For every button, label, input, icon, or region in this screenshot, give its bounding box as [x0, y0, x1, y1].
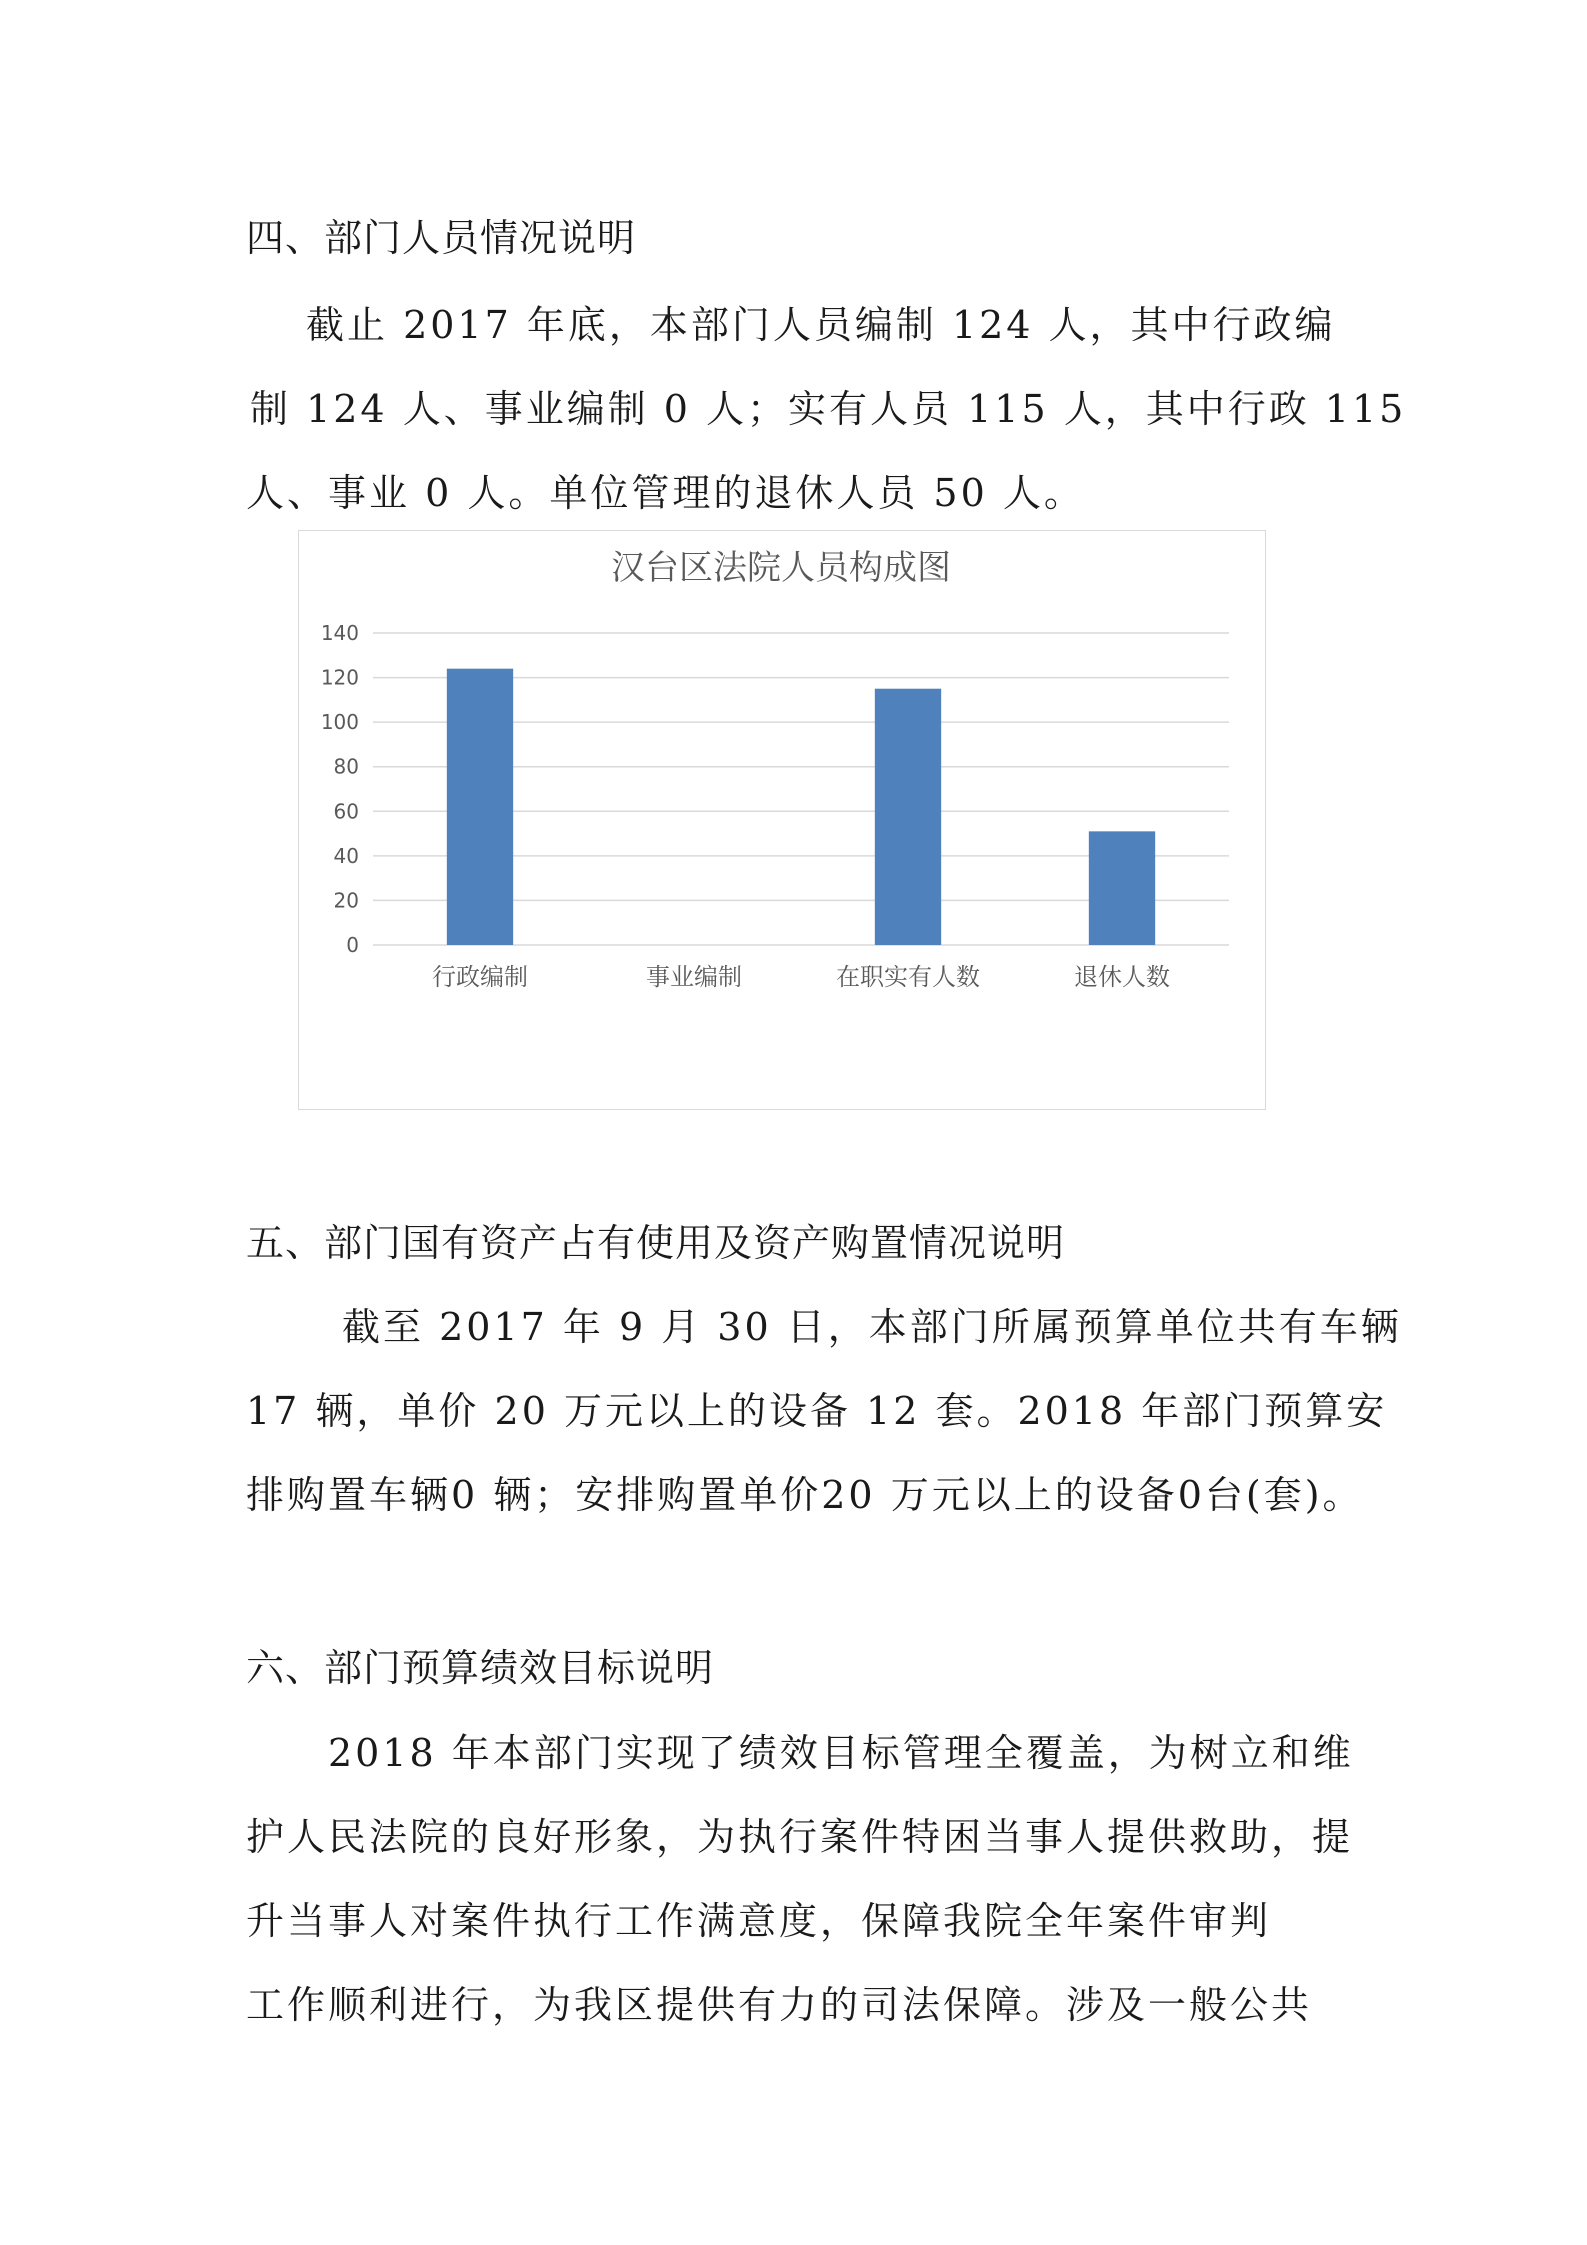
x-category-label: 退休人数 — [1074, 963, 1170, 991]
x-category-label: 在职实有人数 — [836, 963, 980, 991]
y-tick-label: 20 — [333, 888, 359, 913]
performance-line-4: 工作顺利进行，为我区提供有力的司法保障。涉及一般公共 — [246, 1983, 1313, 2027]
personnel-line-1: 截止 2017 年底，本部门人员编制 124 人，其中行政编 — [306, 303, 1336, 347]
section-heading-personnel: 四、部门人员情况说明 — [246, 216, 637, 260]
performance-line-3: 升当事人对案件执行工作满意度，保障我院全年案件审判 — [246, 1899, 1272, 1943]
y-tick-label: 40 — [333, 843, 359, 868]
y-tick-label: 100 — [320, 710, 359, 735]
personnel-chart — [298, 530, 1266, 1110]
x-category-label: 事业编制 — [646, 963, 742, 991]
bar — [447, 669, 513, 945]
personnel-line-2: 制 124 人、事业编制 0 人；实有人员 115 人，其中行政 115 — [250, 387, 1407, 431]
personnel-line-3: 人、事业 0 人。单位管理的退休人员 50 人。 — [246, 471, 1085, 515]
y-tick-label: 140 — [320, 621, 359, 645]
assets-line-2: 17 辆，单价 20 万元以上的设备 12 套。2018 年部门预算安 — [246, 1389, 1388, 1433]
bar — [875, 689, 941, 945]
assets-line-3: 排购置车辆0 辆；安排购置单价20 万元以上的设备0台(套)。 — [246, 1473, 1364, 1517]
bar — [1089, 831, 1155, 945]
performance-line-1: 2018 年本部门实现了绩效目标管理全覆盖，为树立和维 — [328, 1731, 1354, 1775]
performance-line-2: 护人民法院的良好形象，为执行案件特困当事人提供救助，提 — [246, 1815, 1354, 1859]
y-tick-label: 80 — [333, 754, 359, 779]
assets-line-1: 截至 2017 年 9 月 30 日，本部门所属预算单位共有车辆 — [342, 1305, 1402, 1349]
y-tick-label: 0 — [346, 933, 359, 957]
y-tick-label: 120 — [320, 665, 359, 690]
chart-title: 汉台区法院人员构成图 — [611, 548, 951, 588]
x-category-label: 行政编制 — [432, 963, 528, 991]
personnel-chart-svg — [299, 531, 1264, 1108]
section-heading-assets: 五、部门国有资产占有使用及资产购置情况说明 — [246, 1221, 1066, 1265]
section-heading-performance: 六、部门预算绩效目标说明 — [246, 1646, 715, 1690]
y-tick-label: 60 — [333, 799, 359, 824]
